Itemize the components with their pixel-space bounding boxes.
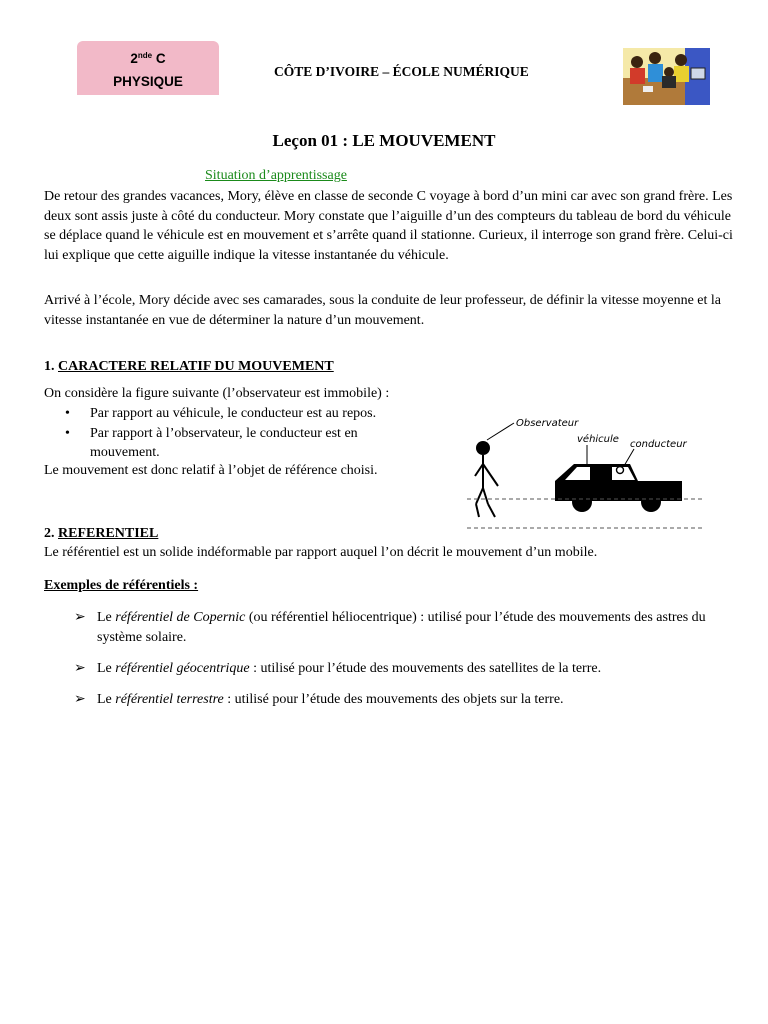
badge-class: 2nde C bbox=[130, 51, 166, 66]
students-illustration-icon bbox=[623, 48, 710, 105]
arrow-bullet-icon: ➢ bbox=[74, 661, 86, 676]
situation-heading: Situation d’apprentissage bbox=[205, 168, 347, 183]
driver-label: conducteur bbox=[630, 439, 687, 450]
observer-pointer bbox=[487, 423, 514, 440]
observer-vehicle-figure bbox=[462, 414, 706, 532]
lesson-title: Leçon 01 : LE MOUVEMENT bbox=[272, 131, 496, 150]
situation-paragraph-1: De retour des grandes vacances, Mory, élève en classe de seconde C voyage à bord d’un mini car avec son grand frère. Les deux sont assis juste à côté du conducteur. Mory constate que l’aiguille d’un des compteurs du tableau de bord du véhicule se déplace quand le véhicule est en mouvement et s’arrête quand il stationne. Curieux, il interroge son grand frère. Celui-ci lui explique que cette aiguille indique la vitesse instantanée du véhicule. bbox=[44, 189, 733, 263]
list-item: ➢ Le référentiel de Copernic (ou référentiel héliocentrique) : utilisé pour l’étude des mouvements des astres du système solaire. bbox=[74, 610, 706, 645]
bullet-icon: • bbox=[65, 425, 70, 441]
list-item: • Par rapport au véhicule, le conducteur est au repos. bbox=[44, 404, 404, 424]
school-header: CÔTE D’IVOIRE – ÉCOLE NUMÉRIQUE bbox=[274, 64, 529, 79]
bullet-icon: • bbox=[65, 406, 70, 421]
badge-subject: PHYSIQUE bbox=[113, 74, 183, 89]
section-2-definition: Le référentiel est un solide indéformable par rapport auquel l’on décrit le mouvement d’un mobile. bbox=[44, 545, 598, 560]
arrow-bullet-icon: ➢ bbox=[74, 692, 86, 707]
section-1-bullets bbox=[44, 404, 404, 463]
list-item: ➢ Le référentiel terrestre : utilisé pour l’étude des mouvements des objets sur la terre. bbox=[74, 690, 744, 710]
examples-heading: Exemples de référentiels : bbox=[44, 578, 199, 593]
section-2-heading: 2. REFERENTIEL bbox=[44, 526, 159, 541]
situation-paragraph-2: Arrivé à l’école, Mory décide avec ses camarades, sous la conduite de leur professeur, de définir la vitesse moyenne et la vitesse instantanée en vue de déterminer la nature d’un mouvement. bbox=[44, 293, 721, 328]
vehicle-label: véhicule bbox=[577, 434, 619, 445]
stick-figure-observer bbox=[475, 441, 498, 517]
class-subject-badge bbox=[77, 41, 219, 95]
list-item: • Par rapport à l’observateur, le conducteur est en mouvement. bbox=[65, 425, 358, 460]
car bbox=[555, 464, 682, 512]
section-1-intro: On considère la figure suivante (l’observateur est immobile) : bbox=[44, 386, 390, 401]
section-1-heading: 1. CARACTERE RELATIF DU MOUVEMENT bbox=[44, 359, 334, 374]
arrow-bullet-icon: ➢ bbox=[74, 610, 86, 625]
observer-label: Observateur bbox=[516, 418, 579, 429]
list-item: ➢ Le référentiel géocentrique : utilisé pour l’étude des mouvements des satellites de la terre. bbox=[74, 659, 744, 679]
section-1-conclusion: Le mouvement est donc relatif à l’objet de référence choisi. bbox=[44, 463, 378, 478]
driver-pointer bbox=[624, 449, 634, 466]
